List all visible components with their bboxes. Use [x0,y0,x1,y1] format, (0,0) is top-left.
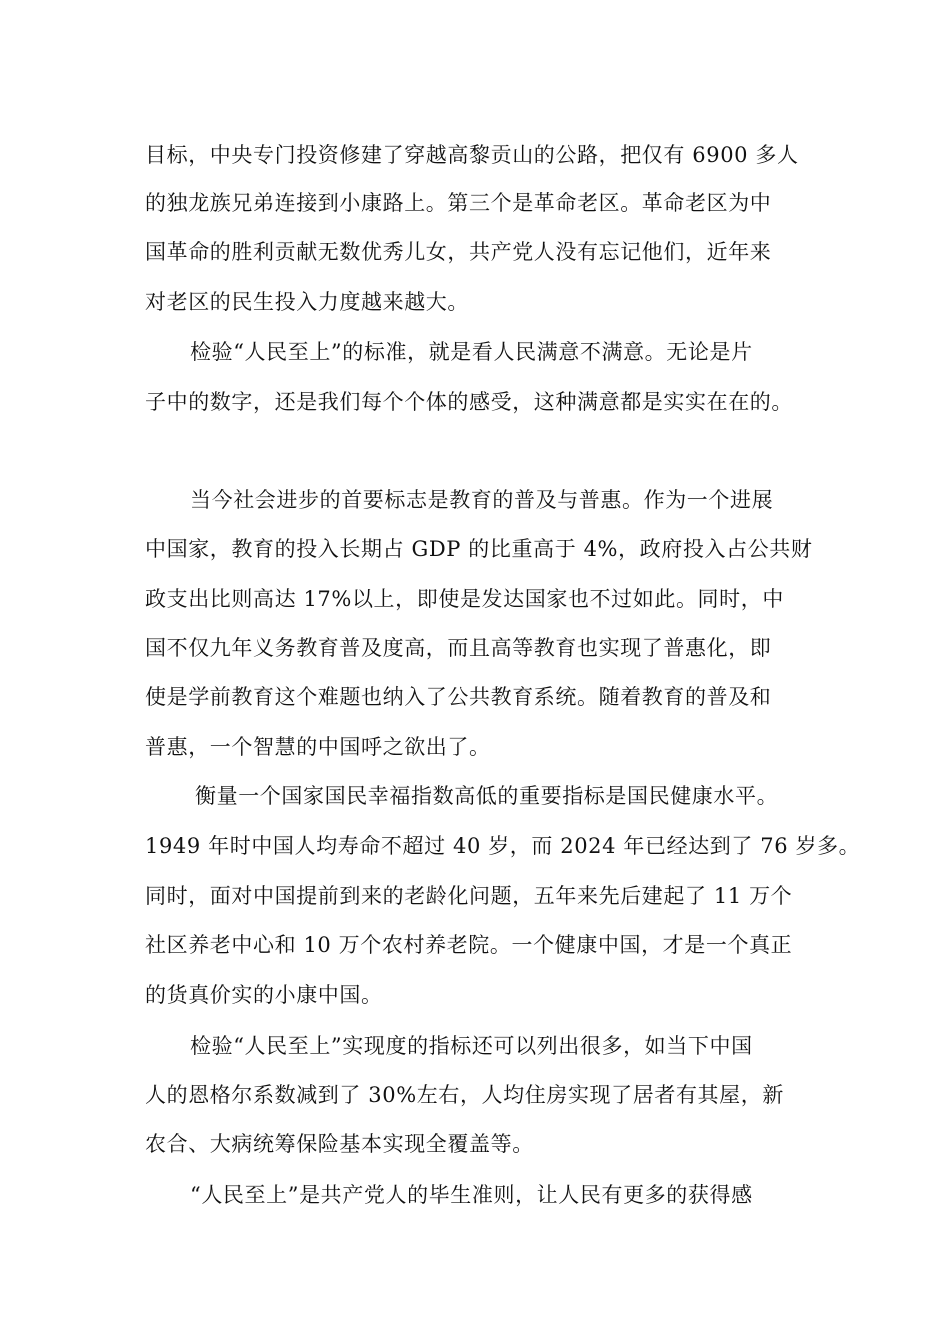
text-line: 普惠，一个智慧的中国呼之欲出了。 [145,735,491,759]
paragraph-first-line: “人民至上”是共产党人的毕生准则，让人民有更多的获得感 [190,1183,753,1207]
text-line: 的独龙族兄弟连接到小康路上。第三个是革命老区。革命老区为中 [145,191,772,215]
text-line: 农合、大病统筹保险基本实现全覆盖等。 [145,1132,534,1156]
text-line: 中国家，教育的投入长期占 GDP 的比重高于 4%，政府投入占公共财 [145,537,813,561]
text-line: 子中的数字，还是我们每个个体的感受，这种满意都是实实在在的。 [145,390,793,414]
text-line: 1949 年时中国人均寿命不超过 40 岁，而 2024 年已经达到了 76 岁多。 [145,834,861,858]
text-line: 人的恩格尔系数减到了 30%左右，人均住房实现了居者有其屋，新 [145,1083,784,1107]
paragraph-first-line: 衡量一个国家国民幸福指数高低的重要指标是国民健康水平。 [195,784,779,808]
paragraph-first-line: 检验“人民至上”实现度的指标还可以列出很多，如当下中国 [190,1034,753,1058]
text-line: 国不仅九年义务教育普及度高，而且高等教育也实现了普惠化，即 [145,636,772,660]
text-line: 的货真价实的小康中国。 [145,983,383,1007]
text-line: 政支出比则高达 17%以上，即使是发达国家也不过如此。同时，中 [145,587,784,611]
text-line: 对老区的民生投入力度越来越大。 [145,290,469,314]
text-line: 使是学前教育这个难题也纳入了公共教育系统。随着教育的普及和 [145,685,772,709]
text-line: 国革命的胜利贡献无数优秀儿女，共产党人没有忘记他们，近年来 [145,240,772,264]
text-line: 社区养老中心和 10 万个农村养老院。一个健康中国，才是一个真正 [145,933,793,957]
paragraph-first-line: 当今社会进步的首要标志是教育的普及与普惠。作为一个进展 [190,488,774,512]
paragraph-first-line: 检验“人民至上”的标准，就是看人民满意不满意。无论是片 [190,340,753,364]
text-line: 同时，面对中国提前到来的老龄化问题，五年来先后建起了 11 万个 [145,884,793,908]
text-line: 目标，中央专门投资修建了穿越高黎贡山的公路，把仅有 6900 多人 [145,143,799,167]
